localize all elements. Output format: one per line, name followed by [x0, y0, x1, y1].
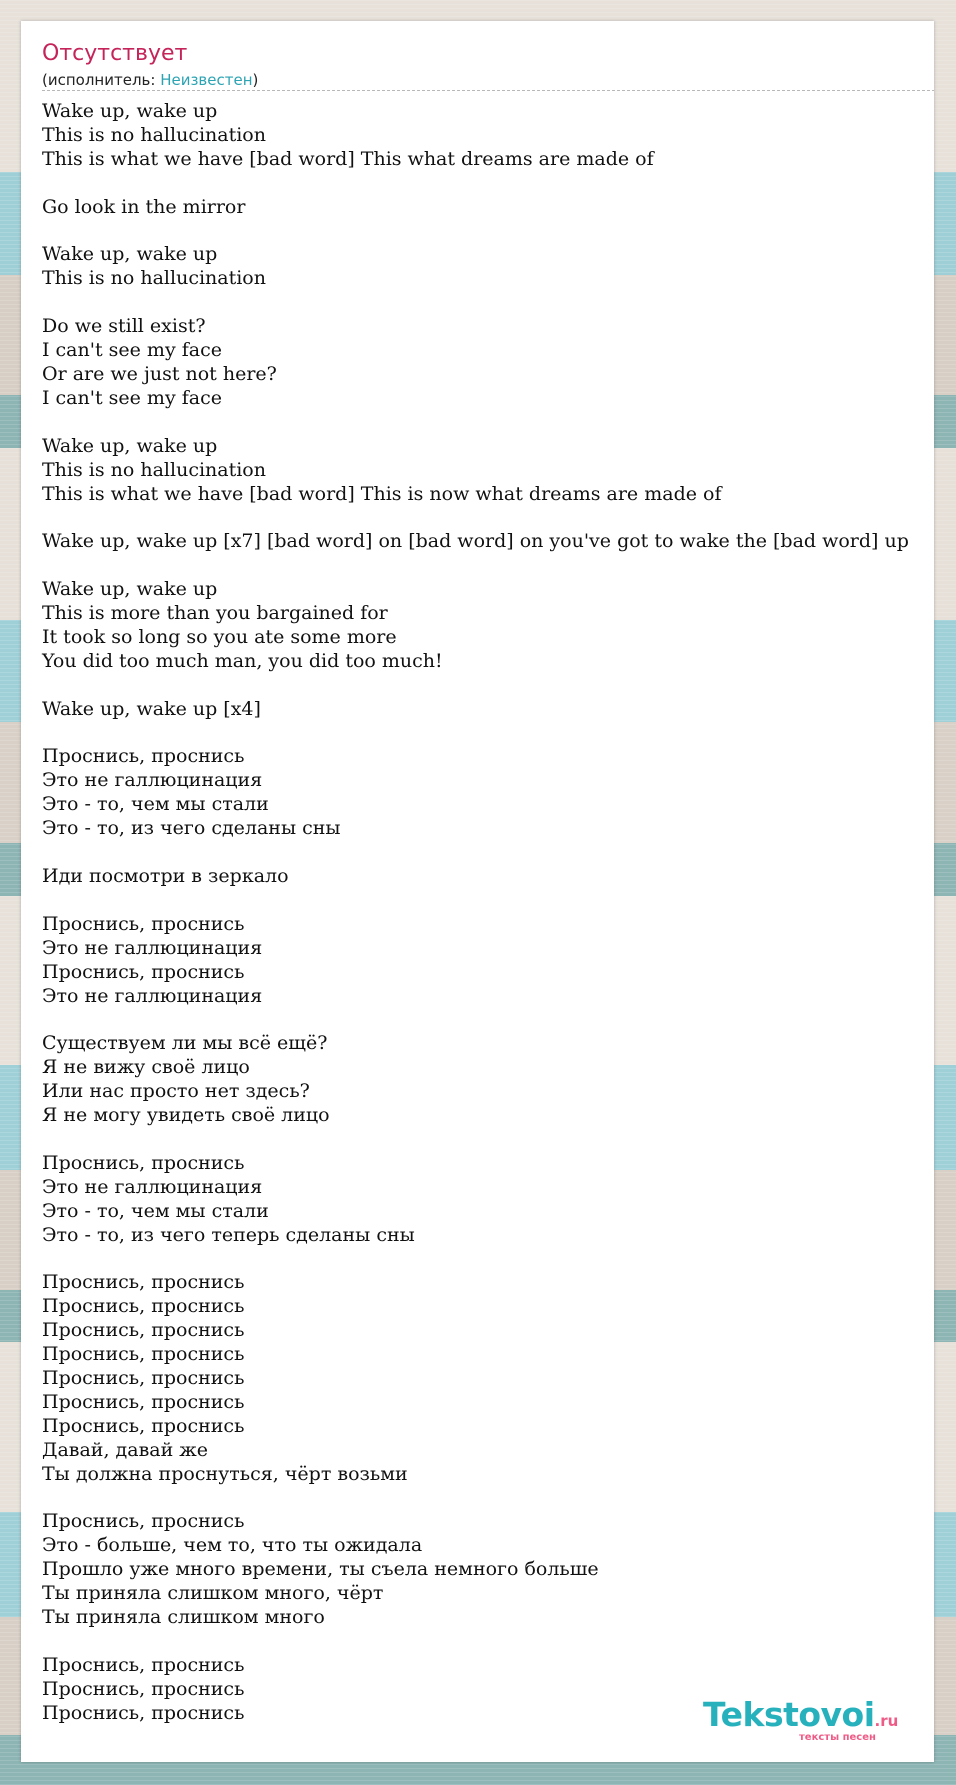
- artist-suffix: ): [252, 71, 259, 89]
- artist-line: [42, 70, 934, 91]
- logo-tld: .ru: [874, 1712, 899, 1730]
- lyrics-text: Wake up, wake up This is no hallucination This is what we have [bad word] This what dreams are made of Go look in the mirror Wake up, wake up This is no hallucination Do we still exist? I can't see my face Or are we just not here? I can't see my face Wake up, wake up This is no hallucination This is what we have [bad word] This is now what dreams are made of Wake up, wake up [x7] [bad word] on [bad word] on you've got to wake the [bad word] up Wake up, wake up This is more than you bargained for It took so long so you ate some more You did too much man, you did too much! Wake up, wake up [x4] Проснись, проснись Это не галлюцинация Это - то, чем мы стали Это - то, из чего сделаны сны Иди посмотри в зеркало Проснись, проснись Это не галлюцинация Проснись, проснись Это не галлюцинация Существуем ли мы всё ещё? Я не вижу своё лицо Или нас просто нет здесь? Я не могу увидеть своё лицо Проснись, проснись Это не галлюцинация Это - то, чем мы стали Это - то, из чего теперь сделаны сны Проснись, проснись Проснись, проснись Проснись, проснись Проснись, проснись Проснись, проснись Проснись, проснись Проснись, проснись Давай, давай же Ты должна проснуться, чёрт возьми Проснись, проснись Это - больше, чем то, что ты ожидала Прошло уже много времени, ты съела немного больше Ты приняла слишком много, чёрт Ты приняла слишком много Проснись, проснись Проснись, проснись Проснись, проснись: [42, 100, 909, 1724]
- logo-name: Tekstovoi: [703, 1695, 875, 1734]
- site-logo[interactable]: [703, 1695, 923, 1745]
- lyrics-card: [21, 21, 934, 1762]
- song-title: Отсутствует: [42, 41, 188, 66]
- artist-link[interactable]: Неизвестен: [160, 71, 253, 89]
- artist-prefix: (исполнитель:: [42, 71, 161, 89]
- logo-tagline: тексты песен: [799, 1732, 876, 1743]
